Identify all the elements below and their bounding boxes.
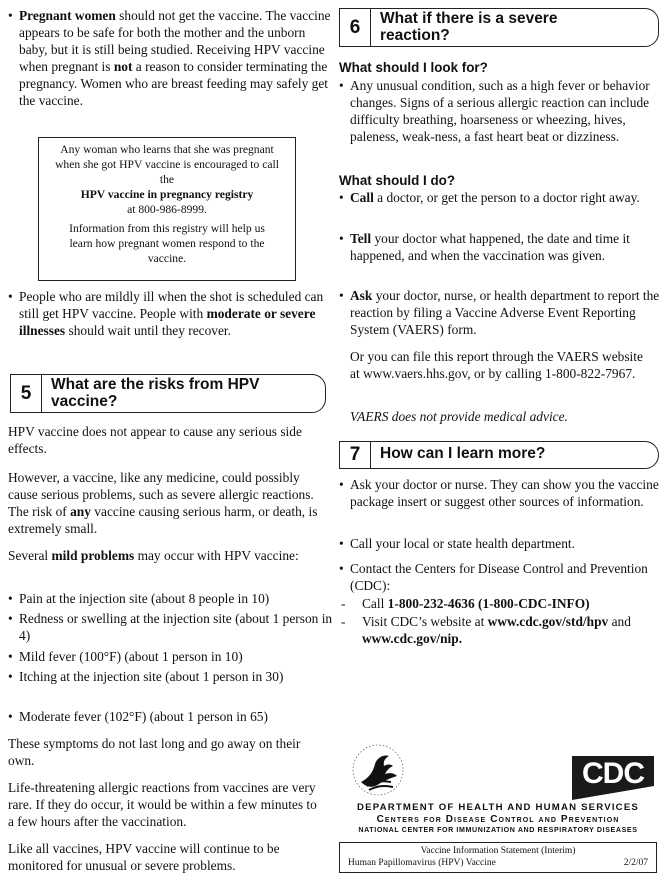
section-5-p1: HPV vaccine does not appear to cause any serious side effects. xyxy=(8,424,302,456)
section-6-number: 6 xyxy=(340,9,371,46)
risk-bullet: • Mild fever (100°F) (about 1 person in 10) xyxy=(8,648,335,665)
risk-bullet: • Pain at the injection site (about 8 people in 10) xyxy=(8,590,335,607)
vaers-note: VAERS does not provide medical advice. xyxy=(350,409,568,424)
visit-and: and xyxy=(608,614,631,629)
not-bold: not xyxy=(113,59,133,74)
registry-bold: HPV vaccine in pregnancy registry xyxy=(80,188,254,201)
p3bold: mild problems xyxy=(51,548,135,563)
section-5-p3 xyxy=(8,547,324,564)
ncird-name: NATIONAL CENTER FOR IMMUNIZATION AND RESPIRATORY DISEASES xyxy=(358,826,638,834)
section-5-p6: Like all vaccines, HPV vaccine will continue to be monitored for unusual or severe problems. xyxy=(8,841,280,873)
vis-title: Vaccine Information Statement (Interim) xyxy=(420,846,576,856)
dash: - xyxy=(341,614,346,629)
section-5-p4: These symptoms do not last long and go away on their own. xyxy=(8,736,301,768)
mildly-ill-bullet xyxy=(8,288,329,339)
contact-cdc-bullet: • Contact the Centers for Disease Control and Prevention (CDC): xyxy=(339,560,662,594)
tell-bold: Tell xyxy=(350,231,372,246)
cdc-phone: 1-800-232-4636 (1-800-CDC-INFO) xyxy=(387,596,590,611)
section-6-title: What if there is a severe reaction? xyxy=(380,10,558,44)
section-6-heading xyxy=(339,8,659,47)
hhs-eagle-logo-icon xyxy=(347,742,409,798)
ask-bullet xyxy=(339,287,667,338)
vaers-website-text: Or you can file this report through the VAERS website at www.vaers.hhs.gov, or by calling 1-800-822-7967. xyxy=(350,349,643,381)
p2bold: any xyxy=(70,504,91,519)
cdc-visit-item xyxy=(339,613,667,647)
pregnant-text-2: a reason to consider terminating the pregnancy. Women who are breast feeding may safely get the vaccine. xyxy=(19,59,329,108)
ask-text: your doctor, nurse, or health department to report the reaction by filing a Vaccine Adverse Event Reporting System (VAERS) form. xyxy=(350,288,660,337)
hhs-dept-name: DEPARTMENT OF HEALTH AND HUMAN SERVICES xyxy=(356,802,640,813)
risk-bullet: • Moderate fever (102°F) (about 1 person in 65) xyxy=(8,708,335,725)
risk-bullet: • Redness or swelling at the injection site (about 1 person in 4) xyxy=(8,610,335,644)
ill-bold: moderate or severe illnesses xyxy=(19,306,316,338)
cdc-url-2[interactable]: www.cdc.gov/nip. xyxy=(362,631,463,646)
cdc-name: Centers for Disease Control and Prevention xyxy=(376,814,620,825)
section-5-p2 xyxy=(8,469,324,537)
call-health-dept-bullet: • Call your local or state health department. xyxy=(339,535,662,552)
cdc-logo-text: CDC xyxy=(582,757,644,790)
registry-line1: Any woman who learns that she was pregnant when she got HPV vaccine is encouraged to call the xyxy=(55,143,279,186)
ill-text-1: People who are mildly ill when the shot is scheduled can still get HPV vaccine. People with xyxy=(19,289,324,321)
p3a: Several xyxy=(8,548,52,563)
look-for-subheading: What should I look for? xyxy=(339,60,488,75)
p2b: vaccine causing serious harm, or death, is extremely small. xyxy=(8,504,318,536)
call-bullet xyxy=(339,189,662,206)
ask-bold: Ask xyxy=(350,288,373,303)
call-bold: Call xyxy=(350,190,374,205)
dash: - xyxy=(341,596,346,611)
registry-phone: at 800-986-8999. xyxy=(127,203,207,216)
vis-date: 2/2/07 xyxy=(623,858,648,868)
section-7-title: How can I learn more? xyxy=(380,445,546,462)
call-prefix: Call xyxy=(362,596,388,611)
section-5-title: What are the risks from HPV vaccine? xyxy=(51,376,260,410)
visit-prefix: Visit CDC’s website at xyxy=(362,614,488,629)
cdc-logo xyxy=(572,756,654,800)
risk-bullet: • Itching at the injection site (about 1 person in 30) xyxy=(8,668,335,685)
look-for-bullet: • Any unusual condition, such as a high fever or behavior changes. Signs of a serious allergic reaction can include difficulty breathing, hoarseness or wheezing, hives, paleness, weak-ness, a fast heart beat or dizziness. xyxy=(339,77,662,145)
cdc-url-1[interactable]: www.cdc.gov/std/hpv xyxy=(487,614,609,629)
section-5-p5: Life-threatening allergic reactions from vaccines are very rare. If they do occur, it would be within a few minutes to a few hours after the vaccination. xyxy=(8,780,317,829)
call-text: a doctor, or get the person to a doctor right away. xyxy=(373,190,640,205)
ill-text-2: should wait until they recover. xyxy=(65,323,231,338)
section-7-number: 7 xyxy=(340,442,371,468)
registry-line2: Information from this registry will help us learn how pregnant women respond to the vaccine. xyxy=(69,222,265,265)
p2a: However, a vaccine, like any medicine, could possibly cause serious problems, such as severe allergic reactions. The risk of xyxy=(8,470,314,519)
pregnant-women-bold: Pregnant women xyxy=(19,8,116,23)
what-to-do-subheading: What should I do? xyxy=(339,173,456,188)
vis-footer-box xyxy=(339,842,657,873)
pregnancy-registry-box xyxy=(38,137,296,281)
ask-doctor-bullet: • Ask your doctor or nurse. They can show you the vaccine package insert or suggest other sources of information. xyxy=(339,476,662,510)
section-7-heading xyxy=(339,441,659,469)
tell-bullet xyxy=(339,230,667,264)
tell-text: your doctor what happened, the date and time it happened, and when the vaccination was given. xyxy=(350,231,630,263)
section-5-heading xyxy=(10,374,326,413)
pregnant-women-bullet xyxy=(8,7,335,109)
vis-vaccine-name: Human Papillomavirus (HPV) Vaccine xyxy=(348,858,496,868)
pregnant-text-1: should not get the vaccine. The vaccine appears to be safe for both the mother and the unborn baby, but it is still being studied. Receiving HPV vaccine when pregnant is xyxy=(19,8,331,74)
section-5-number: 5 xyxy=(11,375,42,412)
p3b: may occur with HPV vaccine: xyxy=(134,548,299,563)
cdc-call-item xyxy=(339,595,662,612)
